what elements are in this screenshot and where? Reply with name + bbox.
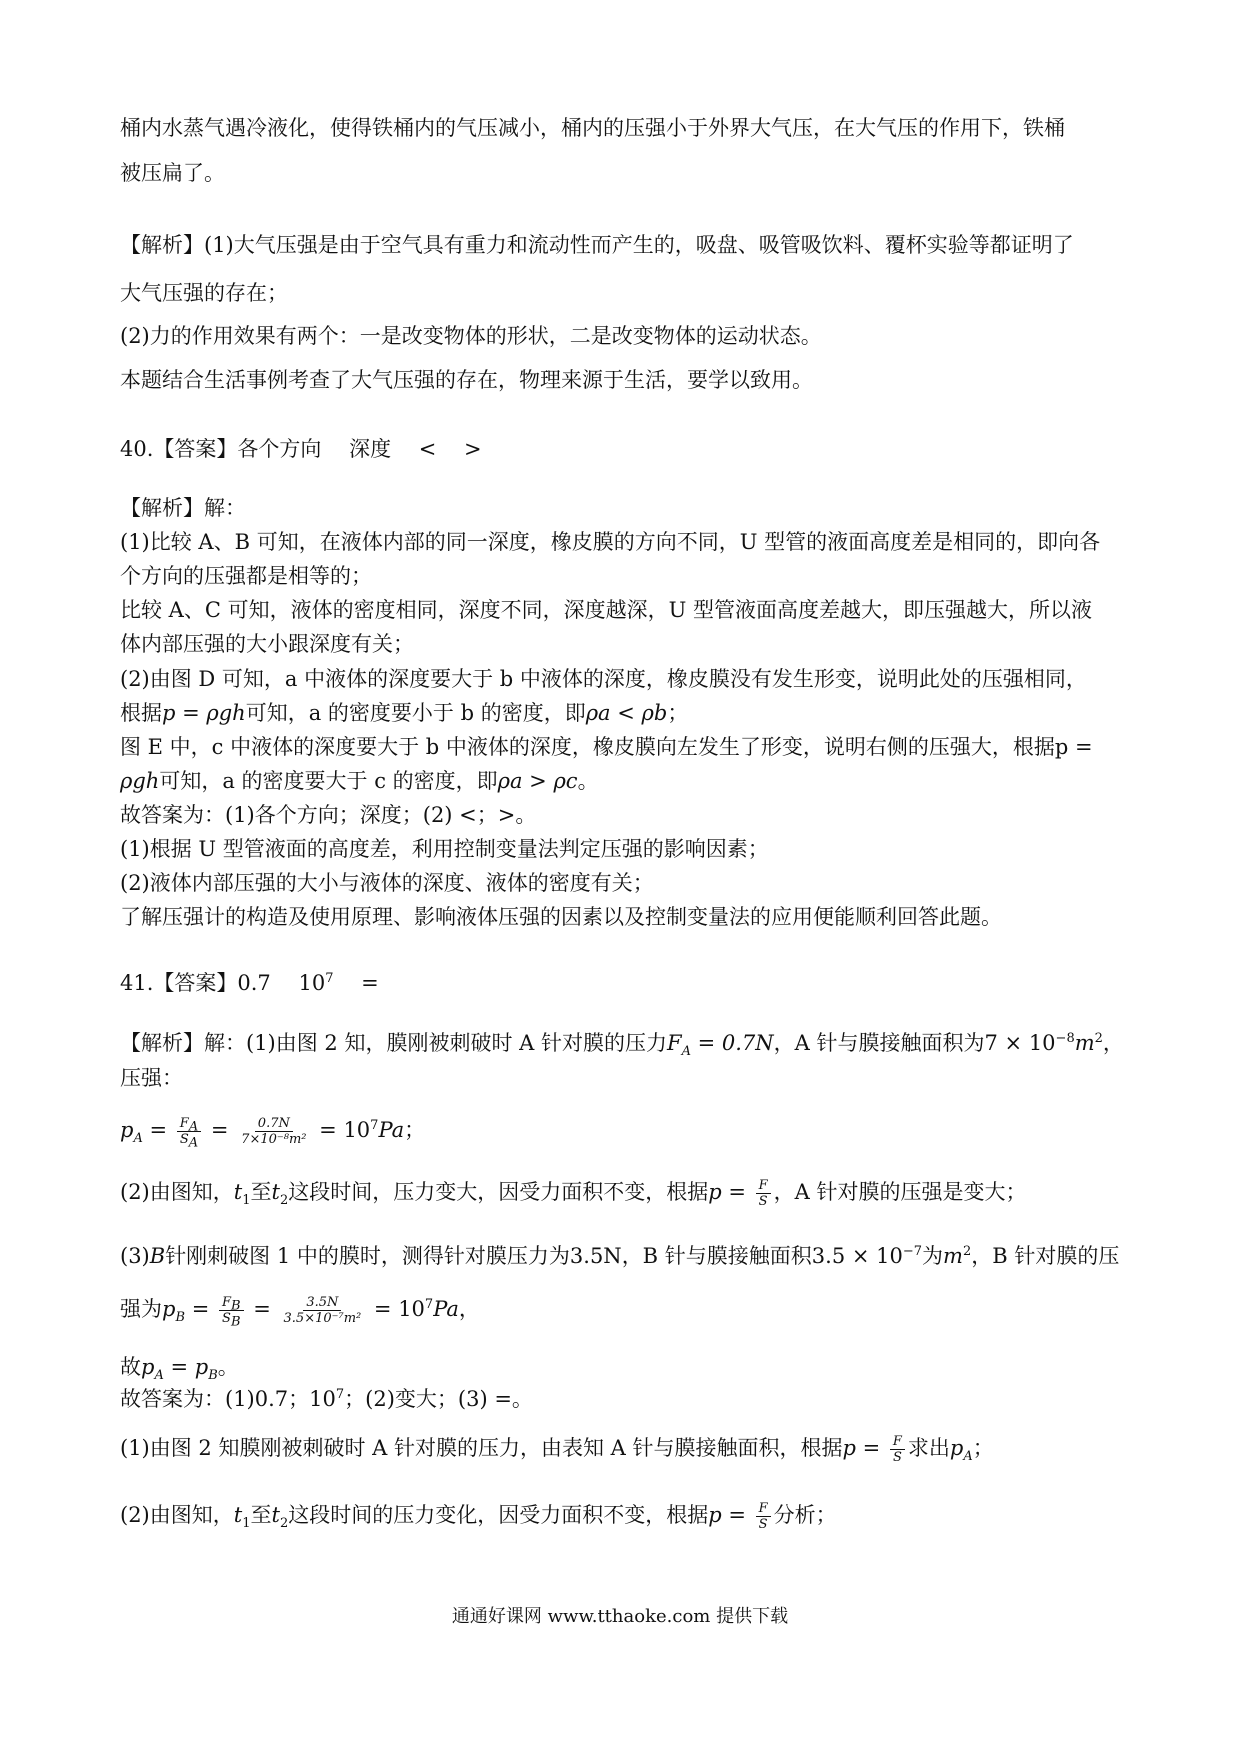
text-line: 被压扁了。: [120, 161, 225, 185]
text-segment: 这段时间的压力变化，因受力面积不变，根据: [288, 1503, 709, 1527]
fraction: [890, 1434, 905, 1465]
text-line: 桶内水蒸气遇冷液化，使得铁桶内的气压减小，桶内的压强小于外界大气压，在大气压的作用下，铁桶: [120, 116, 1065, 140]
fraction-numerator: F: [890, 1434, 905, 1450]
text-segment: ；(2)变大；(3) =。: [344, 1387, 533, 1411]
formula: Pa: [378, 1118, 405, 1142]
text-line: (2)由图 D 可知，a 中液体的深度要大于 b 中液体的深度，橡皮膜没有发生形变，说明此处的压强相同，: [120, 667, 1087, 691]
text-line: [120, 766, 1130, 796]
formula: t: [271, 1503, 280, 1527]
fraction-numerator: $F_A$: [177, 1116, 201, 1132]
analysis-line: 【解析】解：: [120, 496, 246, 520]
formula: p: [949, 1436, 964, 1460]
text-segment: 10: [298, 971, 326, 995]
superscript: 7: [335, 1387, 345, 1402]
text-segment: = 10: [312, 1118, 371, 1142]
text-line: (2)力的作用效果有两个：一是改变物体的形状，二是改变物体的运动状态。: [120, 324, 822, 348]
formula: = 0.7N: [690, 1031, 774, 1055]
text-segment: ；: [404, 1118, 426, 1142]
text-segment: 41.【答案】0.7: [120, 971, 299, 995]
text-line: 大气压强的存在；: [120, 281, 288, 305]
text-line: (1)根据 U 型管液面的高度差，利用控制变量法判定压强的影响因素；: [120, 837, 769, 861]
text-segment: =: [204, 1118, 236, 1142]
subscript: A: [154, 1368, 164, 1384]
fraction: [756, 1501, 771, 1532]
text-segment: 这段时间，压力变大，因受力面积不变，根据: [288, 1180, 709, 1204]
text-line: 体内部压强的大小跟深度有关；: [120, 632, 414, 656]
fraction: [219, 1295, 244, 1330]
fraction-denominator: S: [892, 1450, 902, 1465]
formula: F: [666, 1031, 682, 1055]
formula: t: [271, 1180, 280, 1204]
text-segment: 强为: [120, 1297, 162, 1321]
text-segment: 为: [922, 1244, 944, 1268]
subscript: B: [175, 1310, 186, 1326]
text-segment: =: [185, 1297, 216, 1321]
fraction: [756, 1178, 771, 1209]
text-segment: 。: [217, 1355, 239, 1379]
formula: p: [141, 1355, 155, 1379]
text-segment: 至: [250, 1180, 272, 1204]
fraction-numerator: F: [756, 1501, 771, 1517]
subscript: B: [208, 1368, 218, 1384]
fraction-denominator: S: [758, 1194, 768, 1209]
formula: ρa < ρb: [585, 701, 668, 725]
text-segment: 故: [120, 1355, 141, 1379]
text-segment: ，: [1102, 1031, 1124, 1055]
fraction-numerator: 0.7N: [255, 1116, 293, 1132]
formula: B: [149, 1244, 166, 1268]
fraction: [177, 1116, 201, 1151]
text-line: (2)液体内部压强的大小与液体的深度、液体的密度有关；: [120, 871, 654, 895]
text-line: [120, 698, 1130, 728]
text-segment: ，: [458, 1297, 480, 1321]
answer-line-41: [120, 968, 1130, 998]
page-footer: 通通好课网 www.tthaoke.com 提供下载: [451, 1606, 789, 1627]
text-line: (1)比较 A、B 可知，在液体内部的同一深度，橡皮膜的方向不同，U 型管的液面高度差是相同的，即向各: [120, 530, 1101, 554]
subscript: 1: [242, 1516, 251, 1532]
formula: ρa > ρc: [497, 769, 578, 793]
superscript: −7: [902, 1244, 923, 1259]
text-segment: 可知，a 的密度要大于 c 的密度，即: [159, 769, 498, 793]
superscript: −8: [1055, 1031, 1075, 1046]
formula: ρgh: [120, 769, 160, 793]
formula: = p: [163, 1355, 209, 1379]
subscript: A: [963, 1449, 973, 1465]
fraction-denominator: 3.5×10⁻⁷m²: [283, 1311, 362, 1326]
formula: m: [943, 1244, 963, 1268]
fraction-denominator: $S_B$: [222, 1311, 241, 1330]
formula: 3.5 × 10: [811, 1244, 903, 1268]
text-line: 图 E 中，c 中液体的深度要大于 b 中液体的深度，橡皮膜向左发生了形变，说明右侧的压强大，根据p =: [120, 735, 1093, 759]
text-line: 压强：: [120, 1066, 183, 1090]
text-segment: 针刚刺破图 1 中的膜时，测得针对膜压力为: [165, 1244, 570, 1268]
text-line: [120, 1172, 1130, 1212]
text-segment: 求出: [907, 1436, 950, 1460]
text-line: [120, 1352, 1130, 1382]
formula: p =: [708, 1503, 753, 1527]
fraction-denominator: S: [758, 1517, 768, 1532]
equation-line: [120, 1286, 1130, 1332]
fraction-denominator: $S_A$: [179, 1132, 199, 1151]
superscript: 7: [424, 1297, 434, 1312]
equation-line: [120, 1107, 1130, 1153]
text-segment: ；: [667, 701, 689, 725]
text-segment: ；: [972, 1436, 994, 1460]
text-line: 本题结合生活事例考查了大气压强的存在，物理来源于生活，要学以致用。: [120, 368, 813, 392]
text-line: [120, 1428, 1130, 1468]
text-segment: = 10: [367, 1297, 425, 1321]
formula: Pa: [433, 1297, 459, 1321]
formula: 7 × 10: [984, 1031, 1056, 1055]
formula: p = ρgh: [162, 701, 246, 725]
text-segment: 故答案为：(1)0.7；10: [120, 1387, 336, 1411]
text-segment: 可知，a 的密度要小于 b 的密度，即: [245, 701, 586, 725]
text-segment: (2)由图知，: [120, 1180, 234, 1204]
subscript: 2: [279, 1193, 289, 1209]
fraction: [238, 1116, 309, 1147]
formula: p =: [708, 1180, 753, 1204]
fraction-denominator: 7×10⁻⁸m²: [241, 1132, 307, 1147]
analysis-line: [120, 1028, 1130, 1058]
text-segment: (1)由图 2 知膜刚被刺破时 A 针对膜的压力，由表知 A 针与膜接触面积，根据: [120, 1436, 843, 1460]
formula: t: [233, 1503, 243, 1527]
subscript: A: [681, 1044, 691, 1060]
text-segment: ，A 针与膜接触面积为: [773, 1031, 985, 1055]
subscript: A: [133, 1131, 143, 1147]
analysis-line: 【解析】(1)大气压强是由于空气具有重力和流动性而产生的，吸盘、吸管吸饮料、覆杯实验等都证明了: [120, 233, 1074, 257]
text-segment: 。: [577, 769, 599, 793]
text-line: 个方向的压强都是相等的；: [120, 564, 372, 588]
formula: p: [120, 1118, 134, 1142]
formula: t: [233, 1180, 243, 1204]
formula: p: [162, 1297, 176, 1321]
text-segment: 根据: [120, 701, 162, 725]
superscript: 2: [1094, 1031, 1103, 1046]
text-line: [120, 1495, 1130, 1535]
text-line: [120, 1384, 1130, 1414]
text-line: 故答案为：(1)各个方向；深度；(2) <；>。: [120, 803, 537, 827]
subscript: 1: [242, 1193, 251, 1209]
text-segment: ，B 针对膜的压: [971, 1244, 1120, 1268]
formula: 3.5N: [569, 1244, 622, 1268]
text-segment: ，B 针与膜接触面积: [621, 1244, 812, 1268]
text-line: 比较 A、C 可知，液体的密度相同，深度不同，深度越深，U 型管液面高度差越大，即压强越大，所以液: [120, 598, 1092, 622]
text-segment: 分析；: [773, 1503, 837, 1527]
fraction-numerator: F: [756, 1178, 771, 1194]
text-segment: =: [142, 1118, 174, 1142]
text-segment: 【解析】解：(1)由图 2 知，膜刚被刺破时 A 针对膜的压力: [120, 1031, 667, 1055]
fraction-numerator: 3.5N: [303, 1295, 341, 1311]
text-segment: ，A 针对膜的压强是变大；: [773, 1180, 1027, 1204]
superscript: 7: [325, 971, 334, 986]
text-segment: =: [333, 971, 379, 995]
text-segment: (3): [120, 1244, 150, 1268]
fraction: [281, 1295, 365, 1326]
text-segment: (2)由图知，: [120, 1503, 234, 1527]
superscript: 2: [962, 1244, 972, 1259]
subscript: 2: [279, 1516, 289, 1532]
text-segment: 至: [250, 1503, 272, 1527]
fraction-numerator: $F_B$: [219, 1295, 244, 1311]
text-line: 了解压强计的构造及使用原理、影响液体压强的因素以及控制变量法的应用便能顺利回答此题。: [120, 905, 1002, 929]
formula: p =: [842, 1436, 887, 1460]
answer-line-40: 40.【答案】各个方向 深度 < >: [120, 437, 482, 461]
text-line: [120, 1238, 1130, 1274]
formula: m: [1074, 1031, 1095, 1055]
superscript: 7: [370, 1118, 379, 1133]
text-segment: =: [246, 1297, 278, 1321]
